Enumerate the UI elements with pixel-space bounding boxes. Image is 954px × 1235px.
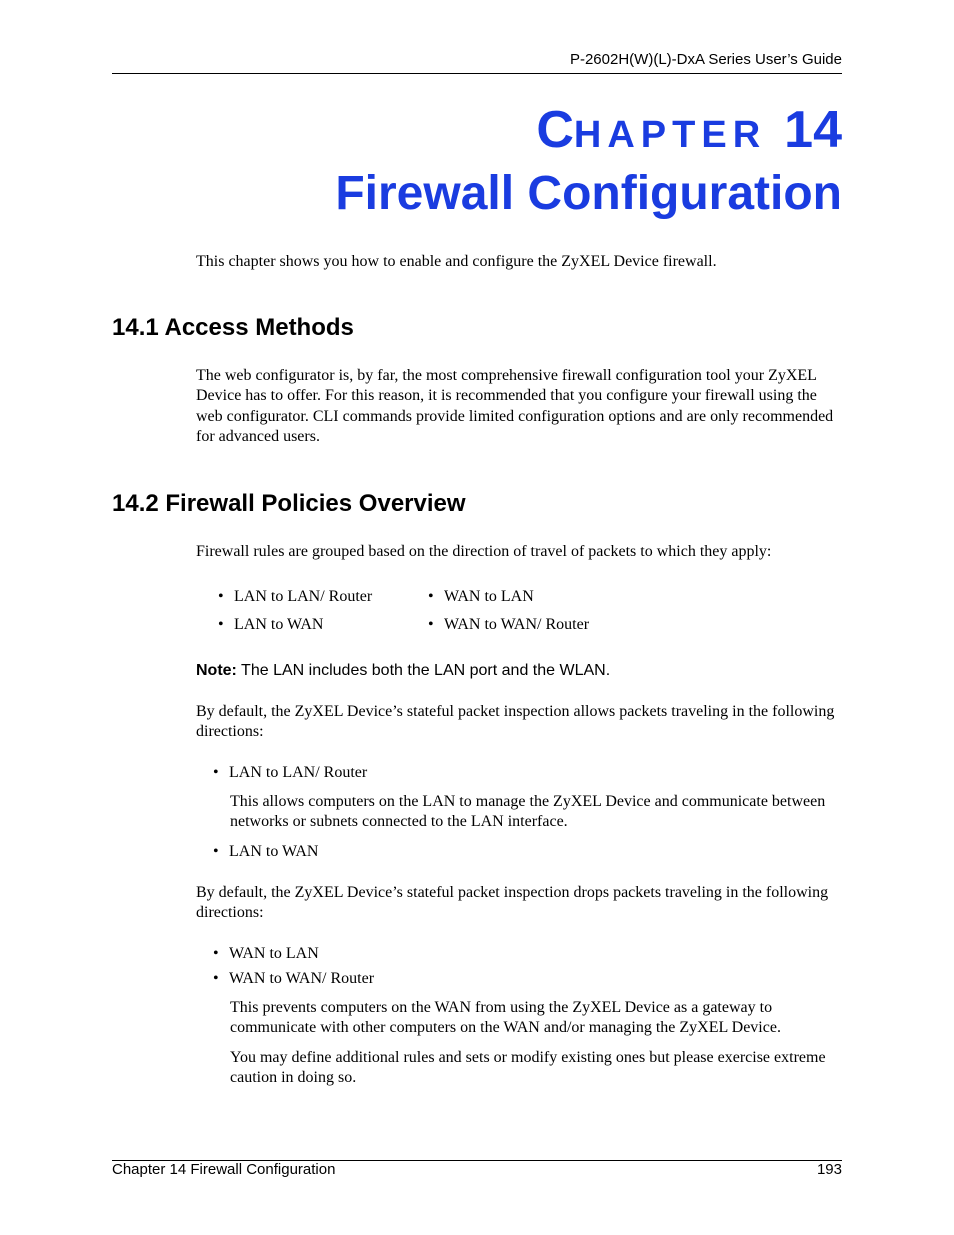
bullet: • [213, 945, 219, 962]
bullet: • [213, 843, 219, 860]
chapter-number: 14 [784, 101, 842, 159]
chapter-label-initial: C [536, 101, 574, 159]
chapter-intro: This chapter shows you how to enable and configure the ZyXEL Device firewall. [196, 253, 717, 270]
running-header: P-2602H(W)(L)-DxA Series User’s Guide [569, 51, 842, 68]
note-text: The LAN includes both the LAN port and the WLAN. [236, 662, 611, 679]
access-methods-paragraph: The web configurator is, by far, the most comprehensive firewall configuration tool your ZyXEL Device has to offer. For this reason, it is recommended that you configure your firewall using the web configurator. CLI commands provide limited configuration options and are only recommended for advanced users. [196, 367, 834, 446]
list-item [213, 763, 367, 783]
chapter-label-rest: HAPTER [573, 114, 767, 156]
allow-item-description: This allows computers on the LAN to manage the ZyXEL Device and communicate between networks or subnets connected to the LAN interface. [230, 793, 826, 831]
header-rule [112, 73, 842, 74]
chapter-label [536, 98, 842, 167]
closing-paragraph: You may define additional rules and sets or modify existing ones but please exercise extreme caution in doing so. [230, 1049, 826, 1087]
list-item [213, 842, 318, 862]
section-heading-firewall-policies: 14.2 Firewall Policies Overview [112, 490, 466, 517]
list-item [213, 969, 374, 989]
bullet: • [428, 616, 434, 633]
list-item [428, 587, 534, 607]
bullet: • [218, 588, 224, 605]
list-item-text: LAN to LAN/ Router [229, 764, 368, 781]
list-item-text: WAN to LAN [229, 945, 319, 962]
footer-chapter-ref: Chapter 14 Firewall Configuration [112, 1161, 336, 1178]
section-heading-access-methods: 14.1 Access Methods [112, 314, 354, 341]
list-item-text: LAN to LAN/ Router [234, 588, 373, 605]
chapter-title: Firewall Configuration [335, 167, 842, 220]
list-item-text: LAN to WAN [229, 843, 319, 860]
policies-intro: Firewall rules are grouped based on the direction of travel of packets to which they apply: [196, 543, 772, 560]
allow-intro: By default, the ZyXEL Device’s stateful packet inspection allows packets traveling in the following directions: [196, 703, 835, 741]
page-number: 193 [816, 1161, 842, 1178]
list-item [213, 944, 319, 964]
list-item-text: LAN to WAN [234, 616, 324, 633]
list-item-text: WAN to WAN/ Router [229, 970, 375, 987]
bullet: • [213, 970, 219, 987]
list-item-text: WAN to LAN [444, 588, 534, 605]
drop-intro: By default, the ZyXEL Device’s stateful packet inspection drops packets traveling in the following directions: [196, 884, 829, 922]
list-item-text: WAN to WAN/ Router [444, 616, 590, 633]
bullet: • [218, 616, 224, 633]
bullet: • [428, 588, 434, 605]
list-item [218, 615, 323, 635]
list-item [218, 587, 372, 607]
list-item [428, 615, 589, 635]
drop-item-description: This prevents computers on the WAN from using the ZyXEL Device as a gateway to communicate with other computers on the WAN and/or managing the ZyXEL Device. [230, 999, 781, 1037]
note [196, 662, 610, 680]
note-label: Note: [196, 662, 237, 679]
bullet: • [213, 764, 219, 781]
